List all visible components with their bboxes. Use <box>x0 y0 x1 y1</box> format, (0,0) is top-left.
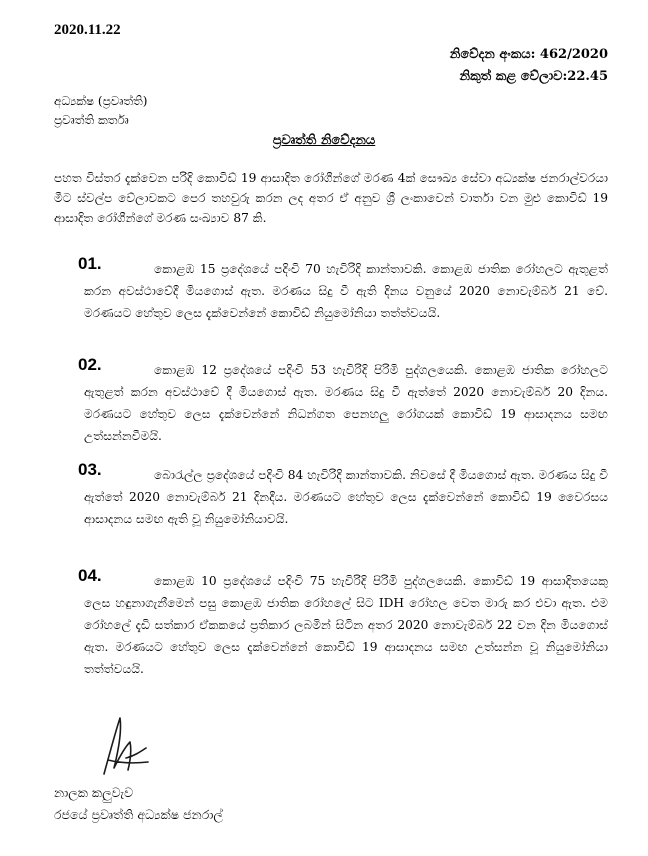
case-number-2: 02. <box>78 355 102 374</box>
case-text-1: කොළඹ 15 ප්‍රදේශයේ පදිංචි 70 හැවිරිදි කාන්තාවකි. කොළඹ ජාතික රෝහලට ඇතුළත් කරන අවස්ථාවේදී මියගොස් ඇත. මරණය සිදු වී ඇති දිනය වනුයේ 2020 නොවැම්බර් 21 වේ. මරණයට හේතුව ලෙස දැක්වෙන්නේ කොවිඩ් නියුමෝනියා තත්ත්වයයි. <box>84 262 608 320</box>
case-text-3: බොරැල්ල ප්‍රදේශයේ පදිංචි 84 හැවිරිදි කාන්තාවකි. නිවසේ දී මියගොස් ඇත. මරණය සිදු වී ඇත්තේ 2020 නොවැම්බර් 21 දිනදීය. මරණයට හේතුව ලෙස දැක්වෙන්නේ කොවිඩ් 19 වෛරසය ආසාදනය සමඟ ඇති වූ නියුමෝනියාවයි. <box>84 468 608 526</box>
signer-name: නාලක කලුවැව <box>54 785 134 800</box>
recipient-line-2: ප්‍රවෘත්ති කර්තෘ <box>54 113 129 127</box>
case-text-4: කොළඹ 10 ප්‍රදේශයේ පදිංචි 75 හැවිරිදි පිරිමි පුද්ගලයෙකි. කොවිඩ් 19 ආසාදිතයෙකු ලෙස හඳුනාගැනීමෙන් පසු කොළඹ ජාතික රෝහලේ සිට IDH රෝහල වෙත මාරු කර එවා ඇත. එම රෝහලේ දැඩි සත්කාර ඒකකයේ ප්‍රතිකාර ලබමින් සිටින අතර 2020 නොවැම්බර් 22 වන දින මියගොස් ඇත. මරණයට හේතුව ලෙස දැක්වෙන්නේ කොවිඩ් 19 ආසාදනය සමඟ උත්සන්න වූ නියුමෝනියා තත්ත්වයයි. <box>84 574 608 676</box>
case-item-1 <box>54 254 608 324</box>
case-item-2 <box>54 355 608 447</box>
document-title: ප්‍රවෘත්ති නිවේදනය <box>272 133 376 148</box>
release-date: 2020.11.22 <box>54 22 121 38</box>
case-number-4: 04. <box>78 566 102 585</box>
case-number-1: 01. <box>78 254 102 273</box>
signer-block <box>54 782 223 826</box>
case-item-3 <box>54 460 608 530</box>
release-time: නිකුත් කළ වේලාව:22.45 <box>459 69 608 84</box>
case-number-3: 03. <box>78 460 102 479</box>
handwritten-signature <box>96 712 156 780</box>
intro-paragraph: පහත විස්තර දැක්වෙන පරිදි කොවිඩ් 19 ආසාදිත රෝගීන්ගේ මරණ 4ක් සෞඛ්‍ය සේවා අධ්‍යක්ෂ ජනරාල්වරයා මීට ස්වල්ප වේලාවකට පෙර තහවුරු කරන ලද අතර ඒ අනුව ශ්‍රී ලංකාවෙන් වාර්තා වන මුළු කොවිඩ් 19 ආසාදිත රෝගීන්ගේ මරණ සංඛ්‍යාව 87 කි. <box>54 171 608 225</box>
recipient-line-1: අධ්‍යක්ෂ (ප්‍රවෘත්ති) <box>54 94 148 108</box>
case-text-2: කොළඹ 12 ප්‍රදේශයේ පදිංචි 53 හැවිරිදි පිරිමි පුද්ගලයෙකි. කොළඹ ජාතික රෝහලට ඇතුළත් කරන අවස්ථාවේ දී මියගොස් ඇත. මරණය සිදු වී ඇත්තේ 2020 නොවැම්බර් 20 දිනය. මරණයට හේතුව ලෙස දැක්වෙන්නේ නිධන්ගත පෙනහලු රෝගයක් කොවිඩ් 19 ආසාදනය සමඟ උත්සන්නවීමයි. <box>84 363 608 443</box>
release-number: නිවේදන අංකය: 462/2020 <box>449 47 608 62</box>
case-item-4 <box>54 566 608 680</box>
release-meta <box>450 44 608 88</box>
recipient-block <box>54 92 147 130</box>
signer-title: රජයේ ප්‍රවෘත්ති අධ්‍යක්ෂ ජනරාල් <box>54 807 223 822</box>
